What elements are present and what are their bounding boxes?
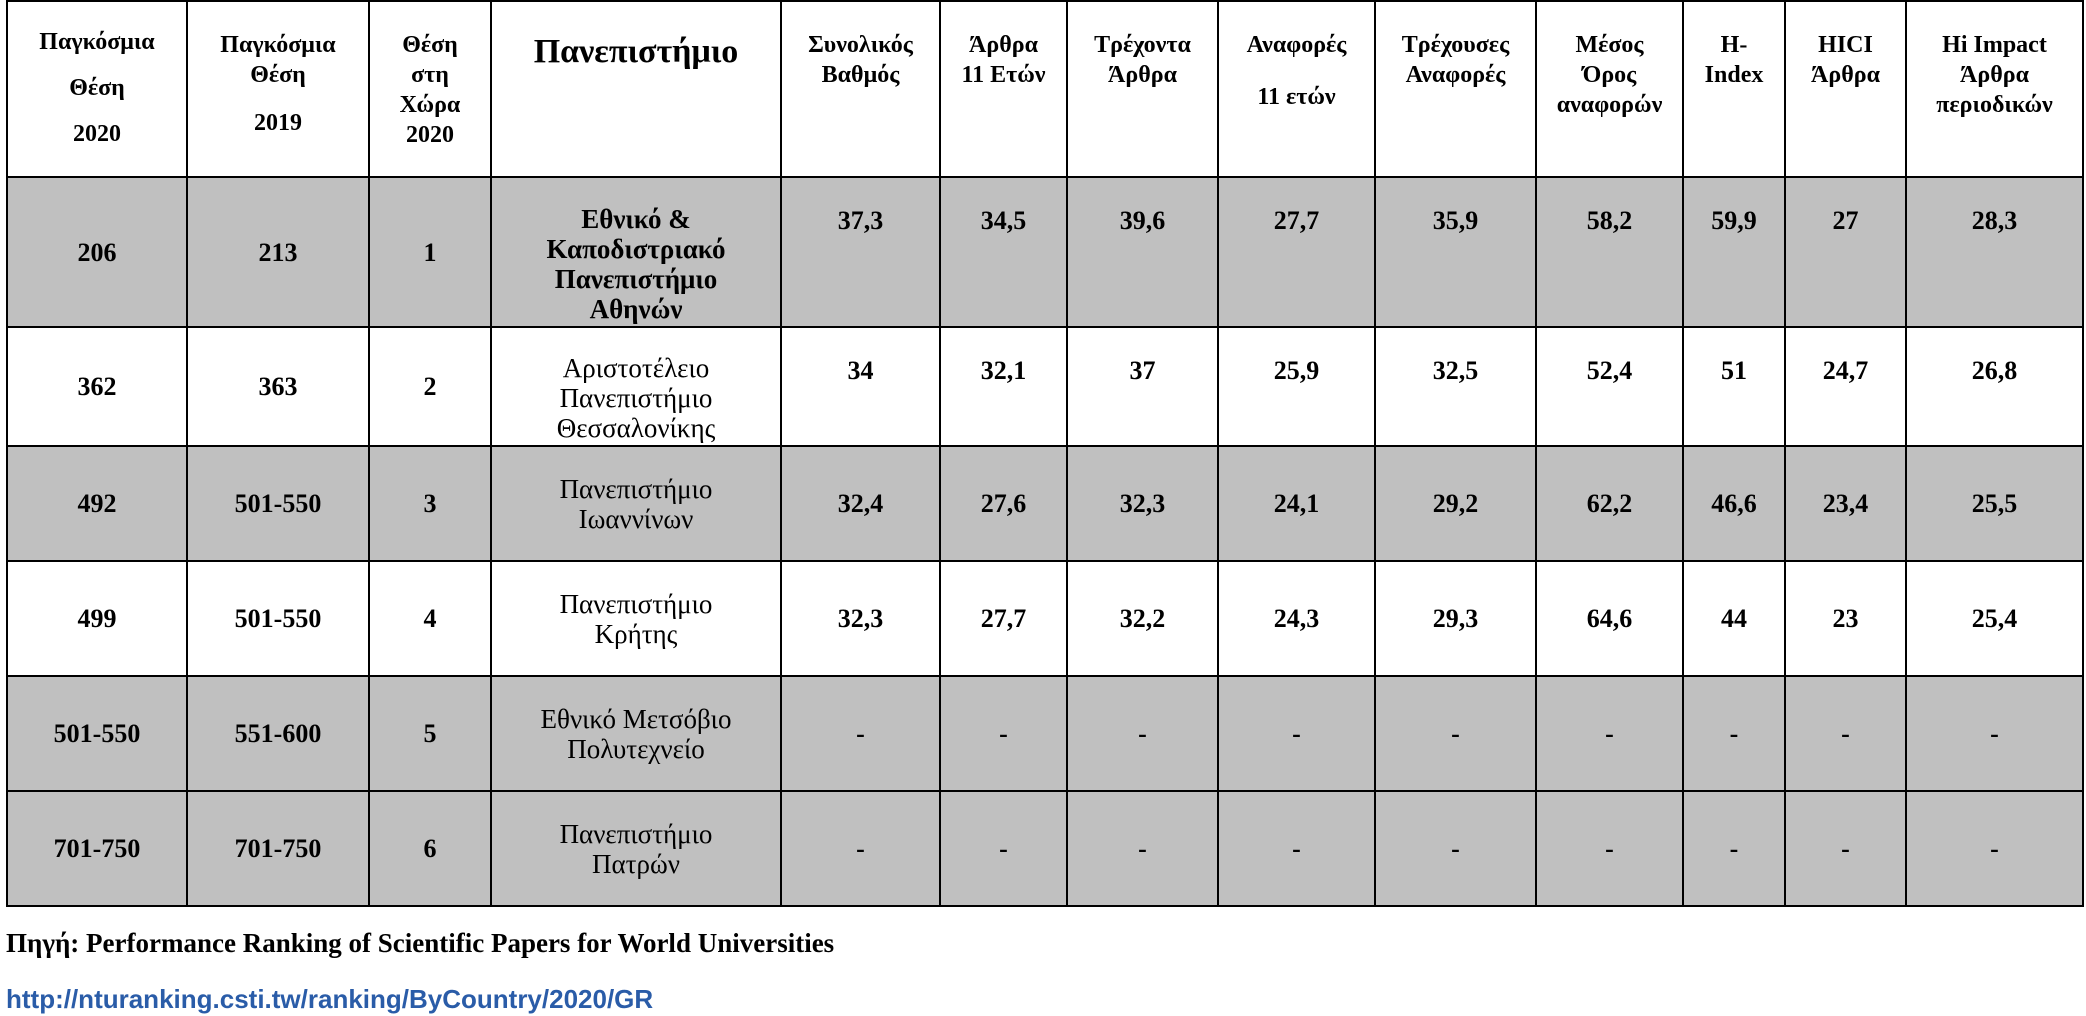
cell-world-rank-2020: 499 [7,561,187,676]
cell-current-citations: 32,5 [1375,327,1536,446]
cell-avg-citations: 52,4 [1536,327,1683,446]
header-university: Πανεπιστήμιο [491,1,781,177]
cell-world-rank-2019: 701-750 [187,791,369,906]
cell-current-articles: 37 [1067,327,1218,446]
cell-overall-score: 37,3 [781,177,940,327]
cell-citations-11y: 24,1 [1218,446,1375,561]
header-text: Άρθρα [1108,62,1177,88]
header-current-citations [1375,1,1536,177]
header-text: Άρθρα [1811,62,1880,88]
cell-hi-impact-articles: 25,5 [1906,446,2083,561]
table-row [7,446,2083,561]
cell-country-rank: 5 [369,676,491,791]
header-text: 2019 [254,110,302,136]
cell-articles-11y: 34,5 [940,177,1067,327]
cell-avg-citations: - [1536,791,1683,906]
header-text: Τρέχοντα [1094,32,1191,58]
cell-world-rank-2020: 362 [7,327,187,446]
cell-current-citations: 35,9 [1375,177,1536,327]
university-name-line: Πανεπιστήμιο [554,264,718,294]
header-articles-11y [940,1,1067,177]
header-text: Θέση [250,62,306,88]
cell-hici-articles: 24,7 [1785,327,1906,446]
cell-h-index: 59,9 [1683,177,1785,327]
header-text: 2020 [406,122,454,148]
cell-university [491,177,781,327]
header-text: HICI [1818,32,1873,58]
cell-world-rank-2019: 551-600 [187,676,369,791]
cell-world-rank-2019: 501-550 [187,561,369,676]
cell-hi-impact-articles: 28,3 [1906,177,2083,327]
header-text: Βαθμός [821,62,900,88]
university-name-line: Καποδιστριακό [546,234,726,264]
university-name-line: Κρήτης [594,618,678,649]
cell-citations-11y: 27,7 [1218,177,1375,327]
cell-overall-score: 32,4 [781,446,940,561]
header-text: Θέση [69,75,125,101]
cell-hici-articles: 23 [1785,561,1906,676]
university-name-line: Πανεπιστήμιο [559,588,713,619]
university-name-line: Εθνικό Μετσόβιο [540,703,732,734]
table-row [7,177,2083,327]
cell-hi-impact-articles: 25,4 [1906,561,2083,676]
cell-h-index: 44 [1683,561,1785,676]
cell-current-citations: 29,2 [1375,446,1536,561]
university-name-line: Εθνικό & [581,204,691,234]
header-world-rank-2019 [187,1,369,177]
cell-hici-articles: - [1785,676,1906,791]
cell-overall-score: 34 [781,327,940,446]
university-name-line: Πανεπιστήμιο [559,818,713,849]
cell-current-articles: 32,3 [1067,446,1218,561]
cell-overall-score: 32,3 [781,561,940,676]
cell-avg-citations: - [1536,676,1683,791]
cell-world-rank-2020: 501-550 [7,676,187,791]
university-name-line: Θεσσαλονίκης [556,413,716,443]
cell-current-citations: - [1375,791,1536,906]
header-text: Χώρα [399,92,461,118]
cell-articles-11y: 27,7 [940,561,1067,676]
header-text: Αναφορές [1246,32,1347,58]
header-text: Index [1704,62,1764,88]
cell-h-index: - [1683,791,1785,906]
cell-hi-impact-articles: 26,8 [1906,327,2083,446]
header-text: Αναφορές [1405,62,1506,88]
header-text: Όρος [1582,62,1637,88]
header-hici-articles [1785,1,1906,177]
ranking-table [6,0,2084,907]
cell-articles-11y: 32,1 [940,327,1067,446]
header-text: Hi Impact [1942,32,2047,58]
cell-articles-11y: - [940,676,1067,791]
source-link[interactable]: http://nturanking.csti.tw/ranking/ByCountry/2020/GR [6,984,654,1014]
cell-current-citations: - [1375,676,1536,791]
header-text: 11 ετών [1257,84,1336,110]
cell-citations-11y: - [1218,791,1375,906]
header-text: 2020 [73,121,121,147]
cell-current-articles: 39,6 [1067,177,1218,327]
university-name-line: Ιωαννίνων [578,503,694,534]
header-avg-citations [1536,1,1683,177]
header-row [7,1,2083,177]
header-text: αναφορών [1556,92,1663,118]
source-citation: Πηγή: Performance Ranking of Scientific Papers for World Universities [6,928,835,958]
cell-hici-articles: - [1785,791,1906,906]
header-world-rank-2020 [7,1,187,177]
cell-hi-impact-articles: - [1906,791,2083,906]
header-h-index [1683,1,1785,177]
cell-avg-citations: 64,6 [1536,561,1683,676]
cell-citations-11y: - [1218,676,1375,791]
cell-country-rank: 3 [369,446,491,561]
cell-hici-articles: 27 [1785,177,1906,327]
cell-world-rank-2019: 213 [187,177,369,327]
cell-current-articles: - [1067,676,1218,791]
cell-university [491,676,781,791]
header-text: 11 Ετών [961,62,1046,88]
university-name-line: Πολυτεχνείο [567,733,705,764]
cell-hi-impact-articles: - [1906,676,2083,791]
header-text: Μέσος [1575,32,1644,58]
cell-country-rank: 6 [369,791,491,906]
cell-current-articles: - [1067,791,1218,906]
cell-country-rank: 4 [369,561,491,676]
university-name-line: Πατρών [592,848,680,879]
cell-avg-citations: 62,2 [1536,446,1683,561]
cell-current-articles: 32,2 [1067,561,1218,676]
header-overall-score [781,1,940,177]
cell-overall-score: - [781,676,940,791]
cell-university [491,561,781,676]
ranking-table-container [6,0,2082,907]
cell-world-rank-2020: 206 [7,177,187,327]
header-text: Άρθρα [969,32,1038,58]
cell-country-rank: 1 [369,177,491,327]
header-text: Παγκόσμια [39,29,155,55]
university-name-line: Αριστοτέλειο [562,353,710,383]
cell-world-rank-2020: 701-750 [7,791,187,906]
cell-h-index: 51 [1683,327,1785,446]
university-name-line: Πανεπιστήμιο [559,473,713,504]
header-text: Θέση [402,32,458,58]
table-row [7,676,2083,791]
cell-citations-11y: 25,9 [1218,327,1375,446]
header-text: Συνολικός [808,32,913,58]
table-row [7,561,2083,676]
cell-h-index: 46,6 [1683,446,1785,561]
header-current-articles [1067,1,1218,177]
table-row [7,791,2083,906]
header-text: στη [411,62,449,88]
cell-citations-11y: 24,3 [1218,561,1375,676]
header-text: περιοδικών [1936,92,2053,118]
university-name-line: Αθηνών [589,294,683,324]
header-text: Παγκόσμια [220,32,336,58]
cell-world-rank-2020: 492 [7,446,187,561]
cell-current-citations: 29,3 [1375,561,1536,676]
header-hi-impact-articles [1906,1,2083,177]
cell-articles-11y: - [940,791,1067,906]
header-country-rank-2020 [369,1,491,177]
university-name-line: Πανεπιστήμιο [559,383,713,413]
cell-country-rank: 2 [369,327,491,446]
cell-university [491,791,781,906]
cell-h-index: - [1683,676,1785,791]
cell-articles-11y: 27,6 [940,446,1067,561]
header-citations-11y [1218,1,1375,177]
cell-world-rank-2019: 363 [187,327,369,446]
cell-hici-articles: 23,4 [1785,446,1906,561]
header-text: H- [1720,32,1748,58]
table-row [7,327,2083,446]
cell-university [491,446,781,561]
header-text: Άρθρα [1960,62,2029,88]
cell-avg-citations: 58,2 [1536,177,1683,327]
header-text: Τρέχουσες [1401,32,1510,58]
cell-university [491,327,781,446]
cell-world-rank-2019: 501-550 [187,446,369,561]
cell-overall-score: - [781,791,940,906]
